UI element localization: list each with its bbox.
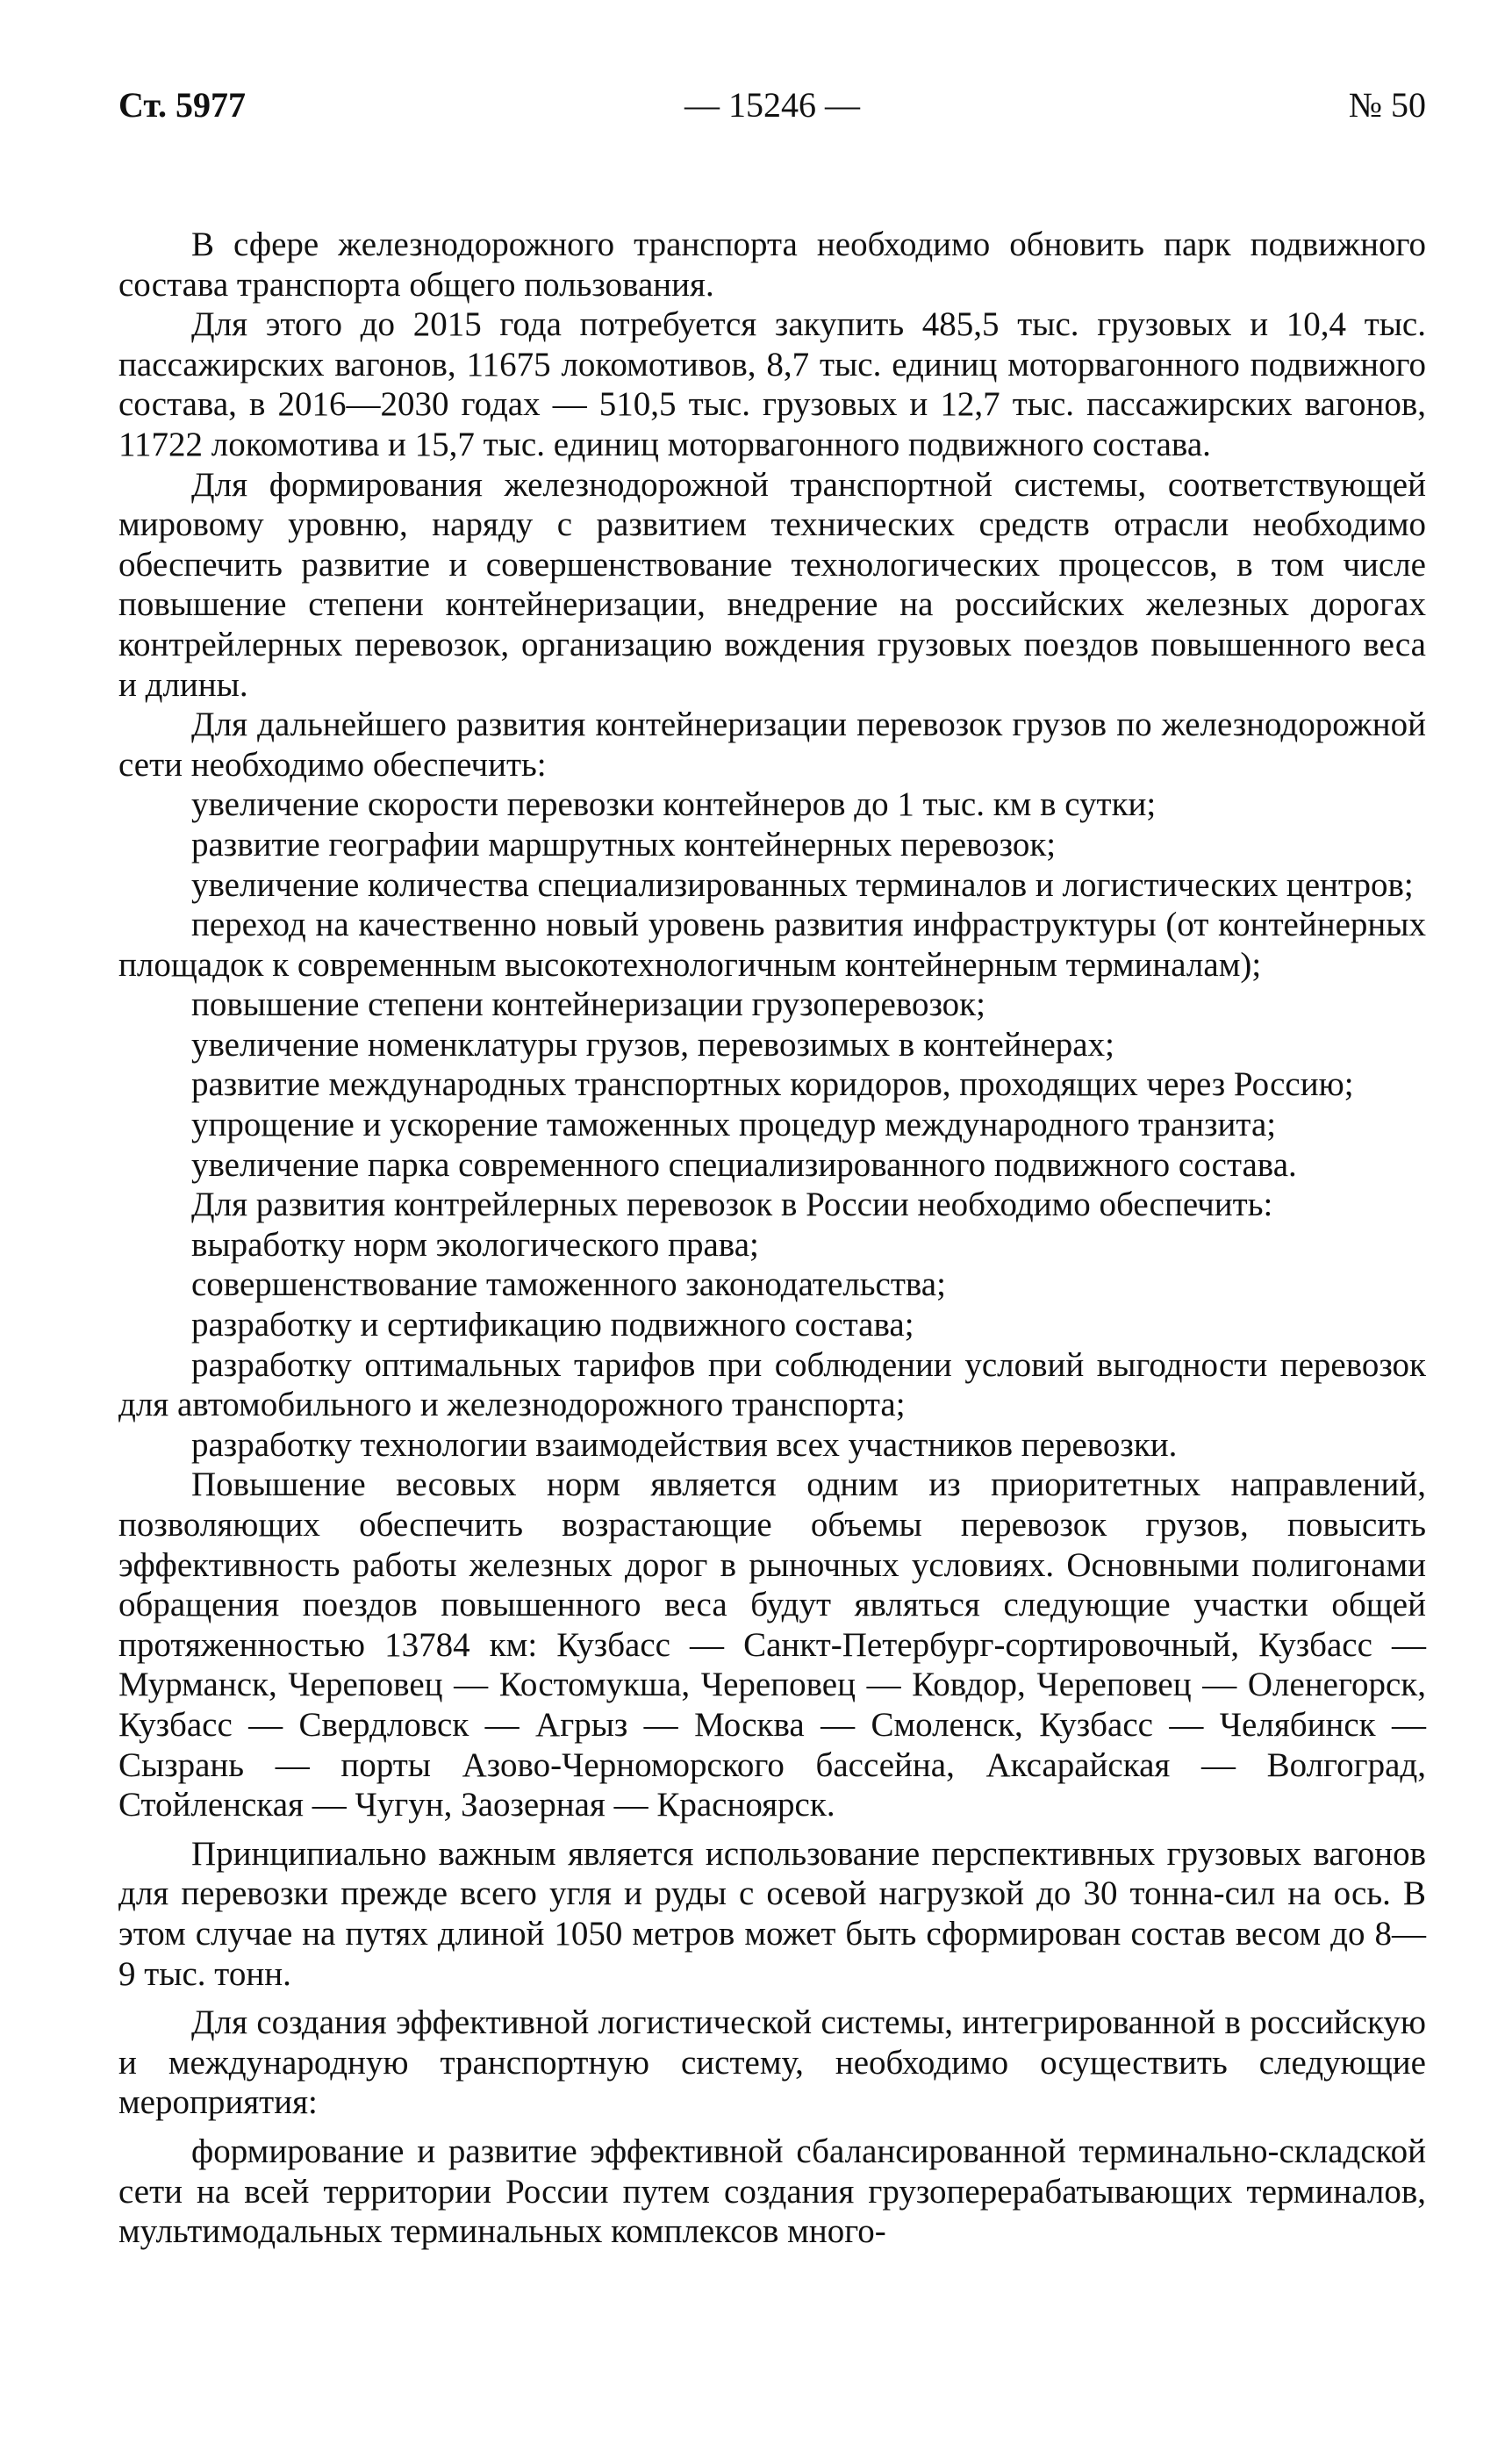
document-page bbox=[118, 79, 1426, 2252]
article-number: Ст. 5977 bbox=[118, 85, 246, 125]
paragraph: В сфере железнодорожного транспорта необходимо обновить парк подвижного состава транспорта общего пользования. bbox=[118, 226, 1426, 304]
list-item: увеличение количества специализированных терминалов и логистических центров; bbox=[191, 865, 1414, 904]
list-item: выработку норм экологического права; bbox=[191, 1225, 759, 1264]
list-item: развитие географии маршрутных контейнерных перевозок; bbox=[191, 825, 1057, 864]
list-item: упрощение и ускорение таможенных процедур международного транзита; bbox=[191, 1106, 1277, 1144]
list-item: совершенствование таможенного законодательства; bbox=[191, 1265, 946, 1304]
paragraph: Для дальнейшего развития контейнеризации перевозок грузов по железнодорожной сети необходимо обеспечить: bbox=[118, 706, 1426, 784]
paragraph: Для формирования железнодорожной транспортной системы, соответствующей мировому уровню, наряду с развитием технических средств отрасли необходимо обеспечить развитие и совершенствование технологических процессов, в том числе повышение степени контейнеризации, внедрение на российских железных дорогах контрейлерных перевозок, организацию вождения грузовых поездов повышенного веса и длины. bbox=[118, 465, 1426, 704]
running-header bbox=[118, 79, 1426, 132]
body-text bbox=[118, 225, 1426, 2252]
paragraph: Повышение весовых норм является одним из приоритетных направлений, позволяющих обеспечить возрастающие объемы перевозок грузов, повысить эффективность работы железных дорог в рыночных условиях. Основными полигонами обращения поездов повышенного веса будут являться следующие участки общей протяженностью 13784 км: Кузбасс — Санкт-Петербург-сортировочный, Кузбасс — Мурманск, Череповец — Костомукша, Череповец — Ковдор, Череповец — Оленегорск, Кузбасс — Свердловск — Агрыз — Москва — Смоленск, Кузбасс — Челябинск — Сызрань — порты Азово-Черноморского бассейна, Аксарайская — Волгоград, Стойленская — Чугун, Заозерная — Красноярск. bbox=[118, 1466, 1426, 1824]
list-item: разработку технологии взаимодействия всех участников перевозки. bbox=[191, 1425, 1178, 1464]
paragraph: Для развития контрейлерных перевозок в России необходимо обеспечить: bbox=[191, 1186, 1273, 1224]
list-item: увеличение номенклатуры грузов, перевозимых в контейнерах; bbox=[191, 1025, 1114, 1064]
list-item: развитие международных транспортных коридоров, проходящих через Россию; bbox=[191, 1065, 1354, 1104]
list-item: увеличение парка современного специализированного подвижного состава. bbox=[191, 1145, 1297, 1184]
list-item: разработку и сертификацию подвижного состава; bbox=[191, 1306, 914, 1344]
list-item: переход на качественно новый уровень развития инфраструктуры (от контейнерных площадок к современным высокотехнологичным контейнерным терминалам); bbox=[118, 906, 1426, 984]
issue-number: № 50 bbox=[1348, 85, 1426, 125]
list-item: увеличение скорости перевозки контейнеров до 1 тыс. км в сутки; bbox=[191, 785, 1157, 824]
list-item: формирование и развитие эффективной сбалансированной терминально-складской сети на всей территории России путем создания грузоперерабатывающих терминалов, мультимодальных терминальных комплексов много- bbox=[118, 2132, 1426, 2251]
list-item: разработку оптимальных тарифов при соблюдении условий выгодности перевозок для автомобильного и железнодорожного транспорта; bbox=[118, 1345, 1426, 1424]
paragraph: Для создания эффективной логистической системы, интегрированной в российскую и международную транспортную систему, необходимо осуществить следующие мероприятия: bbox=[118, 2003, 1426, 2122]
paragraph: Для этого до 2015 года потребуется закупить 485,5 тыс. грузовых и 10,4 тыс. пассажирских вагонов, 11675 локомотивов, 8,7 тыс. единиц моторвагонного подвижного состава, в 2016—2030 годах — 510,5 тыс. грузовых и 12,7 тыс. пассажирских вагонов, 11722 локомотива и 15,7 тыс. единиц моторвагонного подвижного состава. bbox=[118, 305, 1426, 463]
page-number: — 15246 — bbox=[684, 85, 860, 125]
list-item: повышение степени контейнеризации грузоперевозок; bbox=[191, 985, 985, 1024]
paragraph: Принципиально важным является использование перспективных грузовых вагонов для перевозки прежде всего угля и руды с осевой нагрузкой до 30 тонна-сил на ось. В этом случае на путях длиной 1050 метров может быть сформирован состав весом до 8—9 тыс. тонн. bbox=[118, 1834, 1426, 1993]
